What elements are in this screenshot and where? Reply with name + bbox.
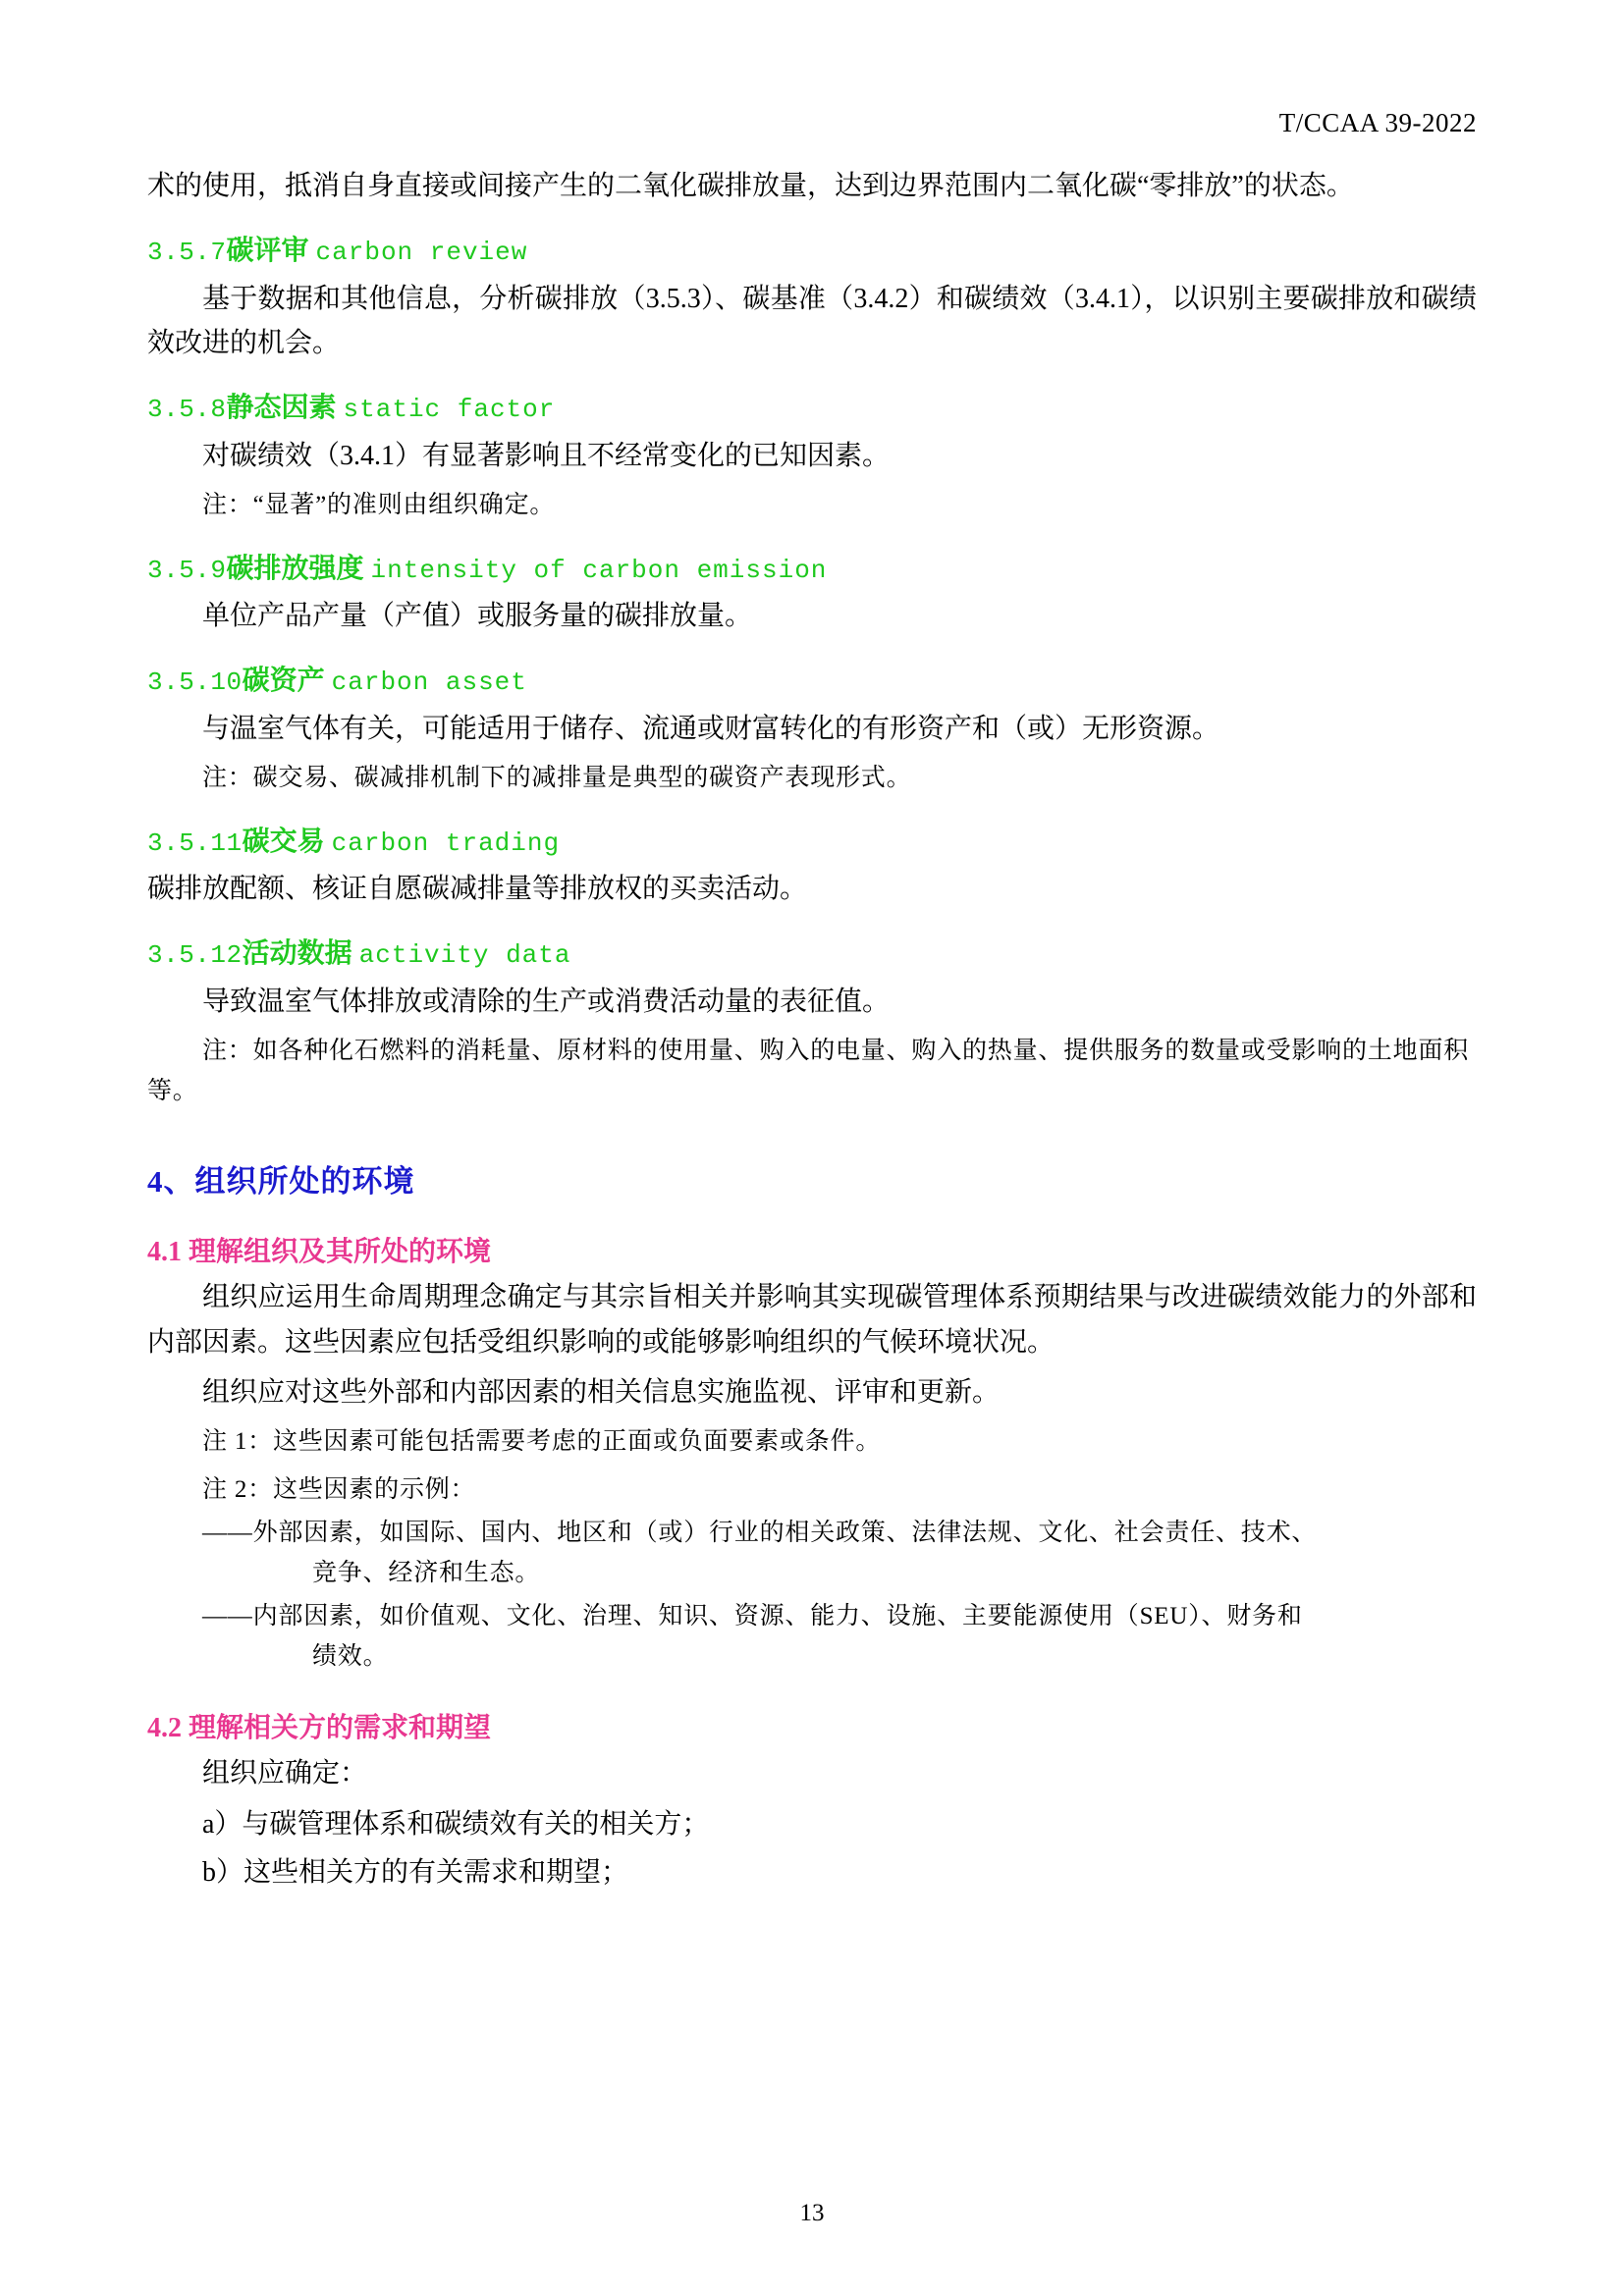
dash-item-line-2: 绩效。 bbox=[312, 1642, 389, 1670]
term-body-3-5-11: 碳排放配额、核证自愿碳减排量等排放权的买卖活动。 bbox=[147, 874, 808, 905]
document-header-code: T/CCAA 39-2022 bbox=[1278, 108, 1477, 137]
term-number: 3.5.11 bbox=[147, 828, 243, 858]
term-heading-3-5-12 bbox=[147, 933, 1477, 975]
term-heading-3-5-11 bbox=[147, 821, 1477, 863]
term-number: 3.5.12 bbox=[147, 940, 243, 971]
continued-paragraph: 术的使用，抵消自身直接或间接产生的二氧化碳排放量，达到边界范围内二氧化碳“零排放”的状态。 bbox=[147, 171, 1354, 201]
list-item-b: b）这些相关方的有关需求和期望； bbox=[202, 1857, 629, 1889]
dash-item-line-1: ——外部因素，如国际、国内、地区和（或）行业的相关政策、法律法规、文化、社会责任、技术、 bbox=[202, 1520, 1318, 1547]
term-name-cn: 碳评审 bbox=[226, 236, 309, 267]
list-item-a: a）与碳管理体系和碳绩效有关的相关方； bbox=[202, 1808, 710, 1840]
subsection-4-1-note-2: 注 2：这些因素的示例： bbox=[202, 1475, 476, 1503]
term-body-3-5-10: 与温室气体有关，可能适用于储存、流通或财富转化的有形资产和（或）无形资源。 bbox=[202, 713, 1220, 744]
term-body-3-5-7: 基于数据和其他信息，分析碳排放（3.5.3）、碳基准（3.4.2）和碳绩效（3.4.1），以识别主要碳排放和碳绩效改进的机会。 bbox=[147, 283, 1477, 359]
term-heading-3-5-7 bbox=[147, 230, 1477, 272]
term-note-3-5-8: 注：“显著”的准则由组织确定。 bbox=[202, 492, 556, 519]
term-heading-3-5-10 bbox=[147, 660, 1477, 702]
term-number: 3.5.7 bbox=[147, 238, 227, 268]
subsection-4-1-note-1: 注 1：这些因素可能包括需要考虑的正面或负面要素或条件。 bbox=[202, 1428, 882, 1456]
dash-item-internal-factors bbox=[147, 1597, 1477, 1677]
subsection-4-1-paragraph-1: 组织应运用生命周期理念确定与其宗旨相关并影响其实现碳管理体系预期结果与改进碳绩效能力的外部和内部因素。这些因素应包括受组织影响的或能够影响组织的气候环境状况。 bbox=[147, 1282, 1477, 1358]
subsection-heading-4-1: 4.1 理解组织及其所处的环境 bbox=[147, 1237, 492, 1268]
term-name-cn: 碳资产 bbox=[242, 666, 325, 697]
section-heading-4: 4、组织所处的环境 bbox=[147, 1164, 415, 1200]
term-body-3-5-8: 对碳绩效（3.4.1）有显著影响且不经常变化的已知因素。 bbox=[202, 440, 891, 471]
term-name-en: activity data bbox=[358, 940, 571, 971]
term-body-3-5-12: 导致温室气体排放或清除的生产或消费活动量的表征值。 bbox=[202, 986, 891, 1017]
subsection-heading-4-2: 4.2 理解相关方的需求和期望 bbox=[147, 1713, 492, 1744]
term-heading-3-5-9 bbox=[147, 548, 1477, 590]
term-body-3-5-9: 单位产品产量（产值）或服务量的碳排放量。 bbox=[202, 601, 753, 632]
term-name-cn: 碳排放强度 bbox=[226, 553, 364, 584]
dash-item-line-2: 竞争、经济和生态。 bbox=[312, 1559, 541, 1586]
term-name-en: carbon review bbox=[315, 238, 528, 268]
term-name-cn: 碳交易 bbox=[242, 826, 325, 857]
term-name-en: carbon trading bbox=[331, 828, 561, 858]
term-number: 3.5.10 bbox=[147, 667, 243, 698]
dash-item-line-1: ——内部因素，如价值观、文化、治理、知识、资源、能力、设施、主要能源使用（SEU）、财务和 bbox=[202, 1603, 1303, 1630]
term-note-3-5-10: 注：碳交易、碳减排机制下的减排量是典型的碳资产表现形式。 bbox=[202, 765, 912, 792]
subsection-4-1-paragraph-2: 组织应对这些外部和内部因素的相关信息实施监视、评审和更新。 bbox=[202, 1376, 1001, 1408]
term-name-en: intensity of carbon emission bbox=[370, 555, 828, 585]
term-name-en: static factor bbox=[343, 395, 556, 425]
subsection-4-2-lead: 组织应确定： bbox=[202, 1758, 368, 1789]
term-number: 3.5.8 bbox=[147, 395, 227, 425]
term-name-en: carbon asset bbox=[331, 667, 527, 698]
page-number: 13 bbox=[799, 2200, 825, 2226]
dash-item-external-factors bbox=[147, 1514, 1477, 1593]
term-heading-3-5-8 bbox=[147, 387, 1477, 429]
term-name-cn: 静态因素 bbox=[226, 393, 337, 424]
term-name-cn: 活动数据 bbox=[242, 938, 352, 970]
term-number: 3.5.9 bbox=[147, 555, 227, 585]
term-note-3-5-12: 注：如各种化石燃料的消耗量、原材料的使用量、购入的电量、购入的热量、提供服务的数量或受影响的土地面积等。 bbox=[147, 1038, 1470, 1104]
